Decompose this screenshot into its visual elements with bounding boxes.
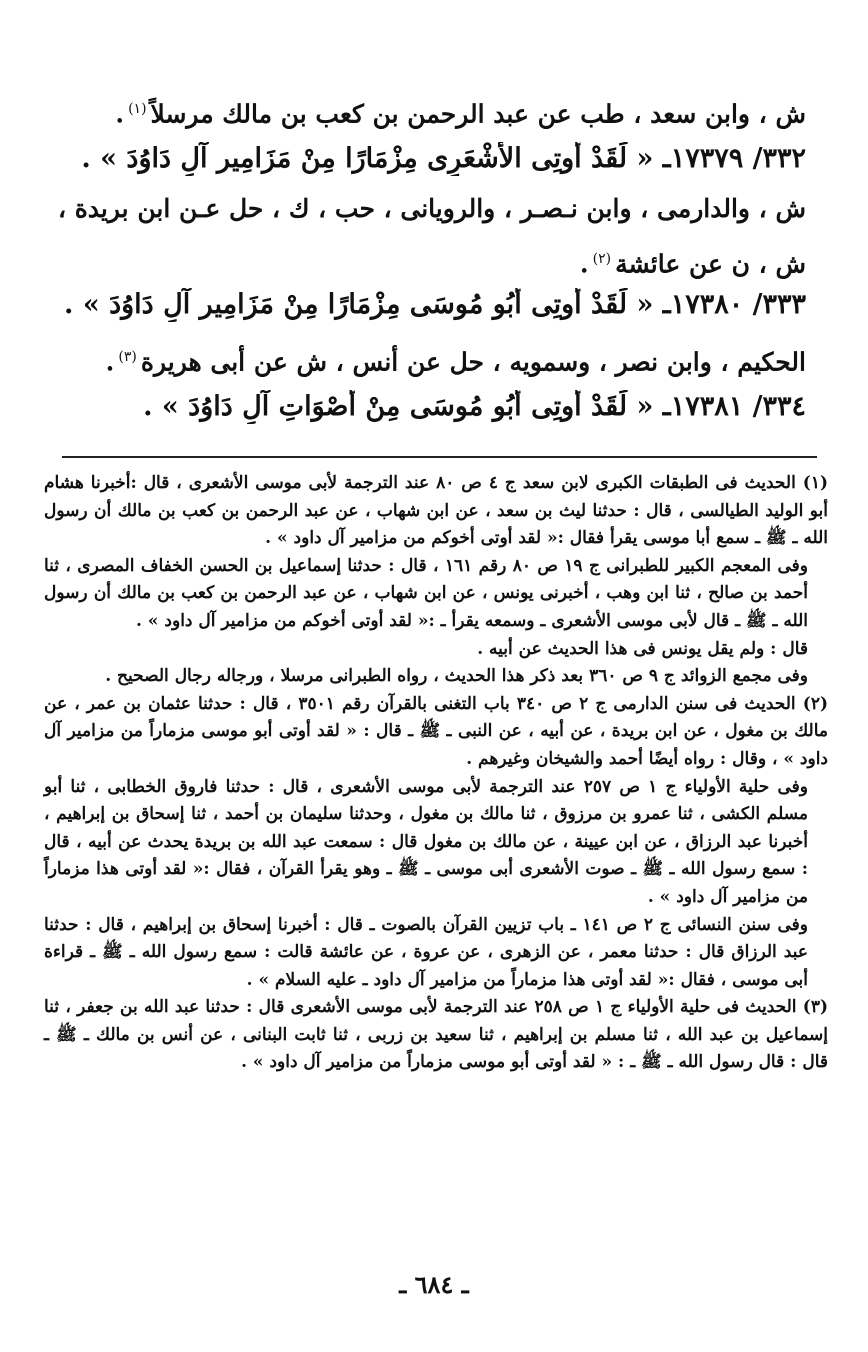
source-end-5: .	[105, 347, 115, 377]
source-line-3	[36, 184, 806, 289]
footnote-2-para-1: (٢) الحديث فى سنن الدارمى ج ٢ ص ٣٤٠ باب التغنى بالقرآن رقم ٣٥٠١ ، قال : حدثنا عثمان بن عمر ، عن مالك بن مغول ، عن ابن بريدة ، عن أبيه ، عن النبى ـ ﷺ ـ قال : « لقد أوتى أبو موسى مزماراً من مزامير آل داود » ، وقال : رواه أيضًا أحمد والشيخان وغيرهم .	[44, 693, 828, 769]
footnote-ref-1: (١)	[128, 101, 147, 117]
footnote-ref-3: (٣)	[118, 349, 137, 365]
footnote-1-para-2: وفى المعجم الكبير للطبرانى ج ١٩ ص ٨٠ رقم ١٦١ ، قال : حدثنا إسماعيل بن الحسن الخفاف المصرى ، ثنا أحمد بن صالح ، ثنا ابن وهب ، أخبرنى يونس ، عن ابن شهاب ، عن عبد الرحمن بن كعب بن مالك أن رسول الله ـ ﷺ ـ قال لأبى موسى الأشعرى ـ وسمعه يقرأ ـ :« لقد أوتى أخوكم من مزامير آل داود » .	[44, 555, 808, 631]
page-number: ـ ٦٨٤ ـ	[399, 1270, 469, 1299]
source-text-1: ش ، وابن سعد ، طب عن عبد الرحمن بن كعب بن مالك مرسلاً	[150, 99, 806, 129]
source-text-3: ش ، والدارمى ، وابن نـصـر ، والرويانى ، حب ، ك ، حل عـن ابن بريدة ، ش ، ن عن عائشة	[57, 194, 806, 279]
source-line-5	[40, 340, 806, 379]
footnote-2-para-3: وفى سنن النسائى ج ٢ ص ١٤١ ـ باب تزيين القرآن بالصوت ـ قال : أخبرنا إسحاق بن إبراهيم ، قال : حدثنا عبد الرزاق قال : حدثنا معمر ، عن الزهرى ، عن عروة ، عن عائشة قالت : سمع رسول الله ـ ﷺ ـ قراءة أبى موسى ، فقال :« لقد أوتى هذا مزماراً من مزامير آل داود ـ عليه السلام » .	[44, 914, 809, 990]
footnote-3-para-1: (٣) الحديث فى حلية الأولياء ج ١ ص ٢٥٨ عند الترجمة لأبى موسى الأشعرى قال : حدثنا عبد الله بن جعفر ، ثنا إسماعيل بن عبد الله ، ثنا مسلم بن إبراهيم ، ثنا سعيد بن زربى ، ثنا ثابت البنانى ، عن أنس بن مالك ـ ﷺ ـ قال : قال رسول الله ـ ﷺ ـ : « لقد أوتى أبو موسى مزماراً من مزامير آل داود » .	[44, 997, 828, 1073]
source-text-5: الحكيم ، وابن نصر ، وسمويه ، حل عن أنس ، ش عن أبى هريرة	[140, 347, 806, 377]
footnote-1-para-1: (١) الحديث فى الطبقات الكبرى لابن سعد ج ٤ ص ٨٠ عند الترجمة لأبى موسى الأشعرى ، قال :أخبرنا هشام أبو الوليد الطيالسى ، قال : حدثنا ليث بن سعد ، عن ابن شهاب ، عن عبد الرحمن بن كعب بن مالك أن رسول الله ـ ﷺ ـ سمع أبا موسى يقرأ فقال :« لقد أوتى أخوكم من مزامير آل داود » .	[44, 473, 828, 549]
footnote-1-para-3: قال : ولم يقل يونس فى هذا الحديث عن أبيه .	[477, 638, 808, 659]
hadith-333: ٣٣٣/ ١٧٣٨٠ـ « لَقَدْ أُوتِى أَبُو مُوسَى مِزْمَارًا مِنْ مَزَامِير آلِ دَاوُدَ » .	[64, 289, 806, 320]
footnote-1-para-4: وفى مجمع الزوائد ج ٩ ص ٣٦٠ بعد ذكر هذا الحديث ، رواه الطبرانى مرسلا ، ورجاله رجال الصحيح .	[105, 666, 808, 687]
footnotes	[44, 470, 828, 1077]
footnote-ref-2: (٢)	[592, 251, 612, 267]
source-line-1	[40, 92, 806, 131]
source-end-3: .	[579, 249, 589, 279]
source-end-1: .	[115, 99, 125, 129]
footnote-separator	[62, 456, 817, 458]
hadith-334: ٣٣٤/ ١٧٣٨١ـ « لَقَدْ أُوتِى أَبُو مُوسَى مِنْ أَصْوَاتِ آلِ دَاوُدَ » .	[143, 391, 806, 422]
footnote-2-para-2: وفى حلية الأولياء ج ١ ص ٢٥٧ عند الترجمة لأبى موسى الأشعرى ، قال : حدثنا فاروق الخطابى ، ثنا أبو مسلم الكشى ، ثنا عمرو بن مرزوق ، ثنا مالك بن مغول ، وحدثنا سليمان بن أحمد ، ثنا إسحاق بن إبراهيم ، أخبرنا عبد الرزاق ، عن ابن عيينة ، عن مالك بن مغول قال : سمعت عبد الله بن بريدة يحدث عن أبيه ، قال : سمع رسول الله ـ ﷺ ـ صوت الأشعرى أبى موسى ـ ﷺ ـ وهو يقرأ القرآن ، فقال :« لقد أوتى هذا مزماراً من مزامير آل داود » .	[44, 776, 809, 907]
hadith-332: ٣٣٢/ ١٧٣٧٩ـ « لَقَدْ أُوتِى الأَشْعَرِى مِزْمَارًا مِنْ مَزَامِير آلِ دَاوُدَ » .	[81, 143, 806, 174]
